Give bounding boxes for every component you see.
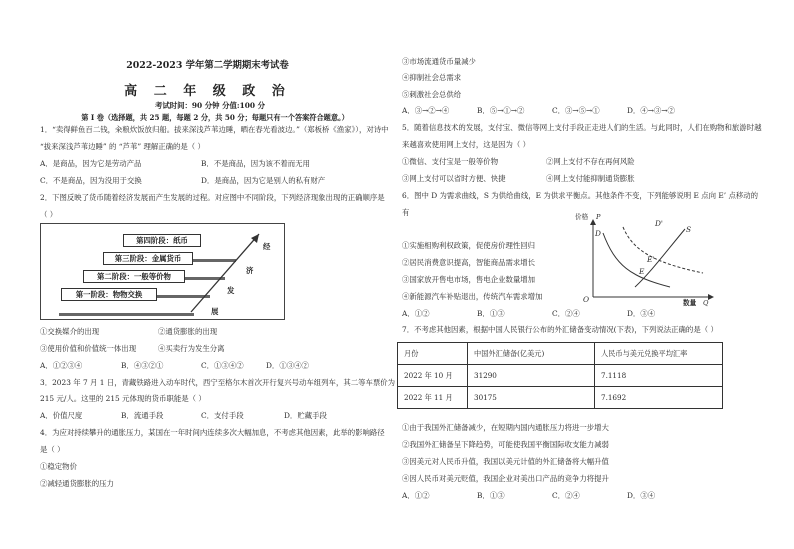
q4-item-5: ⑤刺激社会总供给 — [402, 90, 462, 99]
q3-option-b: B．流通手段 — [121, 411, 164, 420]
table-row — [398, 365, 723, 387]
q1-option-d: D．是商品，因为它是别人的私有财产 — [201, 176, 326, 185]
table-header: 人民币与美元兑换平均汇率 — [595, 343, 723, 365]
table-cell: 31290 — [468, 365, 595, 387]
q4-item-1: ①稳定物价 — [40, 462, 77, 471]
q6-option-d: D．③④ — [627, 309, 656, 318]
table-cell: 7.1692 — [595, 387, 723, 409]
q1-option-a: A．是商品，因为它是劳动产品 — [40, 159, 142, 168]
q4-stem-line2: 是（ ） — [40, 445, 65, 454]
table-header: 中国外汇储备(亿美元) — [468, 343, 595, 365]
q6-item-3: ③国家放开售电市场，售电企业数量增加 — [402, 275, 536, 284]
q6-option-b: B．①③ — [477, 309, 505, 318]
axis-char-3: 发 — [227, 286, 235, 295]
exam-meta: 考试时间：90 分钟 分值:100 分 — [154, 101, 266, 110]
q4-item-2: ②减轻通货膨胀的压力 — [40, 479, 114, 488]
q7-item-1: ①由于我国外汇储备减少，在短期内国内通胀压力将进一步增大 — [402, 423, 609, 432]
q2-stem-line2: （ ） — [40, 210, 58, 219]
forex-reserve-table — [397, 342, 723, 409]
q6-option-a: A．①② — [402, 309, 430, 318]
q4-option-a: A．③→②→④ — [402, 106, 450, 115]
quantity-axis-unit: Q — [703, 299, 709, 307]
q6-stem-line2: 有 — [402, 208, 410, 217]
table-header-row — [398, 343, 723, 365]
q4-item-4: ④抑制社会总需求 — [402, 73, 462, 82]
q7-option-b: B．①③ — [477, 491, 505, 500]
q7-option-a: A．①② — [402, 491, 430, 500]
origin-label: O — [583, 295, 590, 304]
new-demand-label: D' — [655, 219, 663, 228]
section-heading: 第 I 卷（选择题，共 25 题，每题 2 分，共 50 分；每题只有一个答案符合题意。） — [81, 113, 349, 122]
q2-item-1: ①交换媒介的出现 — [40, 327, 100, 336]
q5-item-1: ①微信、支付宝是一般等价物 — [402, 157, 499, 166]
table-cell: 7.1118 — [595, 365, 723, 387]
q5-item-3: ③网上支付可以省时方便、快捷 — [402, 174, 506, 183]
q6-item-4: ④新能源汽车补贴退出，传统汽车需求增加 — [402, 292, 543, 301]
q2-option-c: C．①③④② — [201, 361, 244, 370]
q4-item-3: ③市场流通货币量减少 — [402, 57, 476, 66]
q5-stem-line1: 5．随着信息技术的发展，支付宝、微信等网上支付手段正走进人们的生活。与此同时，人们在购物和旅游时越 — [402, 123, 762, 132]
axis-char-1: 经 — [263, 242, 271, 251]
q4-option-c: C．③→⑤→① — [552, 106, 600, 115]
q3-stem-line1: 3．2023 年 7 月 1 日，青藏铁路进入动车时代，西宁至格尔木首次开行复兴号动车组列车，其二等车票价为 — [40, 378, 396, 387]
q6-item-2: ②居民消费意识提高，智能商品需求增长 — [402, 258, 536, 267]
demand-label: D — [595, 229, 601, 238]
price-axis-unit: P — [596, 213, 601, 221]
q2-item-4: ④买卖行为发生分离 — [158, 344, 225, 353]
currency-stage-diagram — [40, 223, 285, 320]
q1-option-c: C．不是商品，因为没用于交换 — [40, 176, 142, 185]
q5-stem-line2: 来越喜欢使用网上支付，这是因为（ ） — [402, 140, 530, 149]
q7-option-d: D．③④ — [627, 491, 656, 500]
q7-item-3: ③因美元对人民币升值，我国以美元计值的外汇储备将大幅升值 — [402, 457, 609, 466]
exam-title: 2022-2023 学年第二学期期末考试卷 — [126, 60, 289, 71]
q6-option-c: C．②④ — [552, 309, 580, 318]
stage-4-label: 第四阶段：纸币 — [123, 234, 201, 247]
q3-stem-line2: 215 元/人。这里的 215 元体现的货币职能是（ ） — [40, 394, 206, 403]
q2-stem-line1: 2．下图反映了货币随着经济发展而产生发展的过程。对应图中不同阶段，下列经济现象出现的正确顺序是 — [40, 193, 385, 202]
axis-char-4: 展 — [211, 307, 219, 316]
q3-option-c: C．支付手段 — [201, 411, 244, 420]
q4-stem-line1: 4．为应对持续攀升的通胀压力，某国在一年时间内连续多次大幅加息，不考虑其他因素，此举的影响路径 — [40, 428, 385, 437]
q3-option-d: D．贮藏手段 — [284, 411, 327, 420]
price-axis-label: 价格 — [575, 213, 589, 221]
axis-char-2: 济 — [246, 266, 254, 275]
table-cell: 2022 年 11 月 — [398, 387, 468, 409]
q7-item-4: ④因人民币对美元贬值，我国企业对美出口产品的竞争力将提升 — [402, 474, 609, 483]
quantity-axis-label: 数量 — [683, 299, 697, 307]
q2-option-a: A．①②③④ — [40, 361, 83, 370]
subject-title: 高 二 年 级 政 治 — [124, 84, 291, 99]
q2-item-2: ②通货膨胀的出现 — [158, 327, 218, 336]
q1-option-b: B．不是商品，因为该不着而无用 — [201, 159, 310, 168]
q4-option-b: B．⑤→①→② — [477, 106, 525, 115]
q5-item-2: ②网上支付不存在再何风险 — [546, 157, 635, 166]
table-cell: 30175 — [468, 387, 595, 409]
supply-demand-diagram — [575, 215, 715, 307]
q3-option-a: A．价值尺度 — [40, 411, 83, 420]
q7-option-c: C．②④ — [552, 491, 580, 500]
table-header: 月份 — [398, 343, 468, 365]
q1-stem-line2: “拔来深浅芦苇边睡” 的 “芦苇” 理解正确的是（ ） — [40, 142, 205, 151]
q7-stem: 7．不考虑其他因素，根据中国人民银行公布的外汇储备变动情况(下表)，下列说法正确的是（ ） — [402, 325, 718, 334]
q7-item-2: ②我国外汇储备呈下降趋势，可能使我国平衡国际收支能力减弱 — [402, 440, 609, 449]
q1-stem-line1: 1．“卖得鲜鱼百二钱，籴粮炊饭放归船。拔来深浅芦苇边睡，晒在春光看波边。”（郑板桥《渔家》），对诗中 — [40, 125, 389, 134]
q6-item-1: ①实施相购利权政策，促使房价理性回归 — [402, 241, 536, 250]
table-row — [398, 387, 723, 409]
q2-option-d: D．①③④② — [266, 361, 309, 370]
equilibrium-e: E — [639, 267, 645, 276]
table-cell: 2022 年 10 月 — [398, 365, 468, 387]
q5-item-4: ④网上支付能抑制通货膨胀 — [546, 174, 635, 183]
stage-1-label: 第一阶段：物物交换 — [61, 288, 157, 301]
equilibrium-e-prime: E' — [647, 255, 655, 264]
q2-option-b: B．④③②① — [121, 361, 164, 370]
q6-stem-line1: 6．图中 D 为需求曲线，S 为供给曲线，E 为供求平衡点。其他条件不变，下列能够说明 E 点向 E’ 点移动的 — [402, 191, 759, 200]
q2-item-3: ③使用价值和价值统一体出现 — [40, 344, 137, 353]
stage-2-label: 第二阶段：一般等价物 — [83, 270, 185, 283]
supply-label: S — [686, 225, 692, 234]
stage-3-label: 第三阶段：金属货币 — [103, 252, 193, 265]
q4-option-d: D．④→③→② — [627, 106, 675, 115]
